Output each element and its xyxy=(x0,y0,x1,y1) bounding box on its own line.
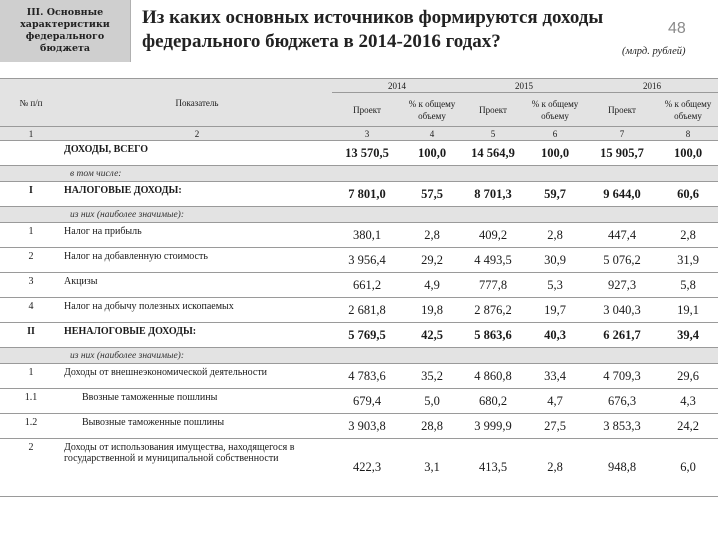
percent-cell: 27,5 xyxy=(524,414,586,439)
sub-header: Проект xyxy=(462,93,524,127)
table-row xyxy=(0,298,718,323)
col-index: 8 xyxy=(658,127,718,141)
row-label: Доходы от использования имущества, находящегося в государственной и муниципальной собственности xyxy=(62,439,332,497)
percent-cell: 4,3 xyxy=(658,389,718,414)
table-row xyxy=(0,389,718,414)
row-number: 3 xyxy=(0,273,62,298)
row-label: Акцизы xyxy=(62,273,332,298)
percent-cell: 5,0 xyxy=(402,389,462,414)
col-num-header: № п/п xyxy=(0,79,62,127)
value-cell: 380,1 xyxy=(332,223,402,248)
units-label: (млрд. рублей) xyxy=(622,46,686,57)
sub-header: % к общему объему xyxy=(402,93,462,127)
note-text: в том числе: xyxy=(0,166,718,182)
percent-cell: 5,8 xyxy=(658,273,718,298)
row-number: II xyxy=(0,323,62,348)
page-title: Из каких основных источников формируются доходы федерального бюджета в 2014-2016 годах? xyxy=(142,7,604,52)
table-row xyxy=(0,439,718,497)
col-name-header: Показатель xyxy=(62,79,332,127)
row-label: Доходы от внешнеэкономической деятельности xyxy=(62,364,332,389)
value-cell: 15 905,7 xyxy=(586,141,658,166)
note-text: из них (наиболее значимые): xyxy=(0,348,718,364)
percent-cell: 100,0 xyxy=(524,141,586,166)
value-cell: 2 681,8 xyxy=(332,298,402,323)
row-number: 1 xyxy=(0,364,62,389)
value-cell: 3 903,8 xyxy=(332,414,402,439)
value-cell: 7 801,0 xyxy=(332,182,402,207)
value-cell: 4 860,8 xyxy=(462,364,524,389)
note-row xyxy=(0,348,718,364)
row-label: Вывозные таможенные пошлины xyxy=(62,414,332,439)
percent-cell: 57,5 xyxy=(402,182,462,207)
sub-header: Проект xyxy=(332,93,402,127)
percent-cell: 24,2 xyxy=(658,414,718,439)
value-cell: 948,8 xyxy=(586,439,658,497)
percent-cell: 6,0 xyxy=(658,439,718,497)
table-row xyxy=(0,364,718,389)
value-cell: 2 876,2 xyxy=(462,298,524,323)
col-index: 3 xyxy=(332,127,402,141)
percent-cell: 2,8 xyxy=(524,223,586,248)
percent-cell: 30,9 xyxy=(524,248,586,273)
value-cell: 5 769,5 xyxy=(332,323,402,348)
col-index: 1 xyxy=(0,127,62,141)
value-cell: 661,2 xyxy=(332,273,402,298)
percent-cell: 5,3 xyxy=(524,273,586,298)
percent-cell: 3,1 xyxy=(402,439,462,497)
value-cell: 8 701,3 xyxy=(462,182,524,207)
col-index: 2 xyxy=(62,127,332,141)
sub-header: % к общему объему xyxy=(658,93,718,127)
value-cell: 3 999,9 xyxy=(462,414,524,439)
note-text: из них (наиболее значимые): xyxy=(0,207,718,223)
percent-cell: 31,9 xyxy=(658,248,718,273)
percent-cell: 35,2 xyxy=(402,364,462,389)
value-cell: 777,8 xyxy=(462,273,524,298)
row-label: НАЛОГОВЫЕ ДОХОДЫ: xyxy=(62,182,332,207)
row-number: 1.1 xyxy=(0,389,62,414)
section-tab xyxy=(0,0,131,62)
table-row xyxy=(0,141,718,166)
value-cell: 409,2 xyxy=(462,223,524,248)
row-number: 1.2 xyxy=(0,414,62,439)
index-row xyxy=(0,127,718,141)
percent-cell: 39,4 xyxy=(658,323,718,348)
percent-cell: 59,7 xyxy=(524,182,586,207)
value-cell: 927,3 xyxy=(586,273,658,298)
sub-header: % к общему объему xyxy=(524,93,586,127)
year-header-2015: 2015 xyxy=(462,79,586,93)
table-row xyxy=(0,323,718,348)
value-cell: 5 076,2 xyxy=(586,248,658,273)
year-header-row xyxy=(0,79,718,93)
value-cell: 9 644,0 xyxy=(586,182,658,207)
value-cell: 447,4 xyxy=(586,223,658,248)
col-index: 7 xyxy=(586,127,658,141)
col-index: 6 xyxy=(524,127,586,141)
year-header-2016: 2016 xyxy=(586,79,718,93)
percent-cell: 60,6 xyxy=(658,182,718,207)
value-cell: 13 570,5 xyxy=(332,141,402,166)
percent-cell: 29,6 xyxy=(658,364,718,389)
percent-cell: 100,0 xyxy=(402,141,462,166)
value-cell: 5 863,6 xyxy=(462,323,524,348)
value-cell: 680,2 xyxy=(462,389,524,414)
section-tab-label: III. Основные характеристики федерального бюджета xyxy=(20,7,110,54)
row-label: Налог на прибыль xyxy=(62,223,332,248)
percent-cell: 2,8 xyxy=(658,223,718,248)
value-cell: 4 493,5 xyxy=(462,248,524,273)
value-cell: 3 853,3 xyxy=(586,414,658,439)
value-cell: 14 564,9 xyxy=(462,141,524,166)
percent-cell: 19,8 xyxy=(402,298,462,323)
table-row xyxy=(0,182,718,207)
row-number: 2 xyxy=(0,439,62,497)
value-cell: 4 783,6 xyxy=(332,364,402,389)
table-row xyxy=(0,414,718,439)
percent-cell: 29,2 xyxy=(402,248,462,273)
sub-header: Проект xyxy=(586,93,658,127)
col-index: 4 xyxy=(402,127,462,141)
row-number: I xyxy=(0,182,62,207)
value-cell: 679,4 xyxy=(332,389,402,414)
percent-cell: 4,7 xyxy=(524,389,586,414)
value-cell: 3 956,4 xyxy=(332,248,402,273)
value-cell: 413,5 xyxy=(462,439,524,497)
note-row xyxy=(0,207,718,223)
percent-cell: 40,3 xyxy=(524,323,586,348)
percent-cell: 2,8 xyxy=(402,223,462,248)
row-label: НЕНАЛОГОВЫЕ ДОХОДЫ: xyxy=(62,323,332,348)
row-label: Налог на добавленную стоимость xyxy=(62,248,332,273)
percent-cell: 100,0 xyxy=(658,141,718,166)
value-cell: 6 261,7 xyxy=(586,323,658,348)
value-cell: 3 040,3 xyxy=(586,298,658,323)
row-number: 4 xyxy=(0,298,62,323)
percent-cell: 4,9 xyxy=(402,273,462,298)
row-number: 1 xyxy=(0,223,62,248)
value-cell: 676,3 xyxy=(586,389,658,414)
value-cell: 422,3 xyxy=(332,439,402,497)
row-label: Налог на добычу полезных ископаемых xyxy=(62,298,332,323)
year-header-2014: 2014 xyxy=(332,79,462,93)
table-row xyxy=(0,248,718,273)
percent-cell: 42,5 xyxy=(402,323,462,348)
value-cell: 4 709,3 xyxy=(586,364,658,389)
percent-cell: 33,4 xyxy=(524,364,586,389)
revenue-table xyxy=(0,78,718,497)
col-index: 5 xyxy=(462,127,524,141)
row-number: 2 xyxy=(0,248,62,273)
percent-cell: 2,8 xyxy=(524,439,586,497)
row-number xyxy=(0,141,62,166)
percent-cell: 19,1 xyxy=(658,298,718,323)
percent-cell: 28,8 xyxy=(402,414,462,439)
note-row xyxy=(0,166,718,182)
table-row xyxy=(0,273,718,298)
percent-cell: 19,7 xyxy=(524,298,586,323)
row-label: Ввозные таможенные пошлины xyxy=(62,389,332,414)
row-label: ДОХОДЫ, ВСЕГО xyxy=(62,141,332,166)
page-number: 48 xyxy=(668,20,686,37)
table-row xyxy=(0,223,718,248)
